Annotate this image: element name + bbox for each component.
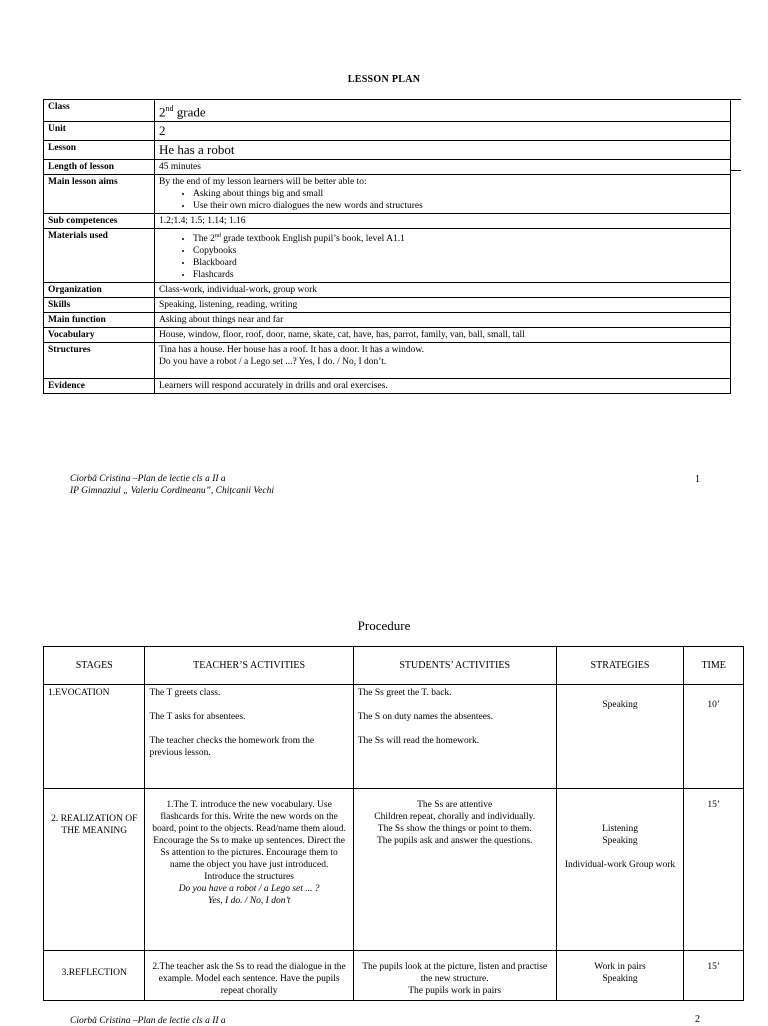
stage-cell: 1.EVOCATION: [44, 685, 145, 789]
label-organization: Organization: [44, 283, 155, 298]
strategies-cell: [556, 951, 684, 1001]
row-subcompetences: [44, 214, 731, 229]
row-skills: [44, 298, 731, 313]
time-text: 10’: [707, 700, 720, 710]
time-cell: [684, 951, 744, 1001]
value-vocabulary: House, window, floor, roof, door, name, skate, cat, have, has, parrot, family, van, ball, small, tall: [155, 328, 731, 343]
lesson-plan-title: LESSON PLAN: [347, 74, 421, 85]
row-function: [44, 313, 731, 328]
structures-line: Do you have a robot / a Lego set ...? Yes, I do. / No, I don’t.: [159, 357, 387, 368]
stage-text: 3.REFLECTION: [61, 968, 127, 978]
teacher-answer: Yes, I do. / No, I don’t: [207, 896, 291, 906]
row-materials: [44, 229, 731, 283]
materials-item: • Copybooks: [193, 245, 726, 257]
row-class: [44, 100, 731, 122]
students-line: The S on duty names the absentees.: [357, 712, 494, 722]
strategies-cell: [556, 789, 684, 951]
label-length: Length of lesson: [44, 160, 155, 175]
row-lesson: [44, 141, 731, 160]
students-line: The Ss greet the T. back.: [357, 688, 452, 698]
materials-item-sup: nd: [214, 233, 221, 240]
value-length: 45 minutes: [155, 160, 731, 175]
procedure-title: Procedure: [357, 618, 411, 633]
row-evidence: [44, 379, 731, 394]
value-materials: [155, 229, 731, 283]
strategy-text: Speaking: [602, 700, 638, 710]
teacher-cell: [145, 685, 353, 789]
students-text: The pupils look at the picture, listen and practise the new structure. The pupils work in pairs: [362, 962, 548, 996]
table-edge-line: [731, 170, 741, 171]
value-skills: Speaking, listening, reading, writing: [155, 298, 731, 313]
footer-school: IP Gimnaziul „ Valeriu Cordineanu”, Chițcanii Vechi: [70, 486, 274, 496]
teacher-line: The T asks for absentees.: [149, 712, 246, 722]
stage-cell: [44, 789, 145, 951]
value-aims: [155, 175, 731, 214]
procedure-row-reflection: [44, 951, 744, 1001]
header-stages: STAGES: [44, 647, 145, 685]
stage-cell: [44, 951, 145, 1001]
row-vocabulary: [44, 328, 731, 343]
label-class: Class: [44, 100, 155, 122]
class-number: 2: [159, 104, 166, 120]
value-lesson: He has a robot: [155, 141, 731, 160]
label-subcompetences: Sub competences: [44, 214, 155, 229]
time-cell: [684, 685, 744, 789]
strategy-text: Work in pairs: [594, 962, 646, 972]
teacher-cell: [145, 951, 353, 1001]
label-materials: Materials used: [44, 229, 155, 283]
teacher-structures: Introduce the structures: [204, 872, 294, 882]
strategy-text: Speaking: [602, 836, 638, 846]
value-evidence: Learners will respond accurately in drills and oral exercises.: [155, 379, 731, 394]
time-text: 15’: [707, 800, 720, 810]
structures-line: Tina has a house. Her house has a roof. It has a door. It has a window.: [159, 345, 424, 356]
students-cell: [353, 685, 556, 789]
row-unit: [44, 122, 731, 141]
row-aims: [44, 175, 731, 214]
page-number: 1: [695, 474, 700, 485]
value-organization: Class-work, individual-work, group work: [155, 283, 731, 298]
row-length: [44, 160, 731, 175]
label-unit: Unit: [44, 122, 155, 141]
teacher-line: The T greets class.: [149, 688, 221, 698]
value-function: Asking about things near and far: [155, 313, 731, 328]
label-skills: Skills: [44, 298, 155, 313]
aims-intro: By the end of my lesson learners will be better able to:: [159, 177, 367, 188]
label-structures: Structures: [44, 343, 155, 379]
label-aims: Main lesson aims: [44, 175, 155, 214]
label-evidence: Evidence: [44, 379, 155, 394]
materials-item: • Flashcards: [193, 269, 726, 281]
class-suffix: nd: [165, 104, 174, 113]
header-strategies: STRATEGIES: [556, 647, 684, 685]
procedure-header-row: [44, 647, 744, 685]
aims-item: • Use their own micro dialogues the new words and structures: [193, 200, 726, 212]
strategy-text: Individual-work Group work: [564, 860, 676, 870]
table-edge-line: [731, 99, 741, 100]
teacher-line: The teacher checks the homework from the previous lesson.: [149, 736, 315, 758]
teacher-text: 2.The teacher ask the Ss to read the dialogue in the example. Model each sentence. Have the pupils repeat chorally: [152, 962, 346, 996]
row-structures: [44, 343, 731, 379]
footer-author-page2: Ciorbă Cristina –Plan de lectie cls a II a: [70, 1016, 226, 1026]
time-text: 15’: [707, 962, 720, 972]
page-number-2: 2: [695, 1014, 700, 1025]
stage-text: 2. REALIZATION OF THE MEANING: [51, 814, 138, 836]
procedure-table: [43, 646, 744, 1001]
header-students: STUDENTS’ ACTIVITIES: [353, 647, 556, 685]
value-unit: 2: [155, 122, 731, 141]
students-cell: [353, 951, 556, 1001]
materials-item-text: The 2: [193, 234, 215, 245]
value-class: [155, 100, 731, 122]
footer-author: Ciorbă Cristina –Plan de lectie cls a II a: [70, 474, 226, 484]
value-subcompetences: 1.2;1.4; 1.5; 1.14; 1.16: [155, 214, 731, 229]
students-line: The Ss will read the homework.: [357, 736, 480, 746]
students-text: The Ss are attentive Children repeat, chorally and individually. The Ss show the things or point to them. The pupils ask and answer the questions.: [374, 800, 536, 846]
value-structures: [155, 343, 731, 379]
label-vocabulary: Vocabulary: [44, 328, 155, 343]
lesson-plan-table: [43, 99, 731, 394]
label-lesson: Lesson: [44, 141, 155, 160]
teacher-question: Do you have a robot / a Lego set ... ?: [178, 884, 320, 894]
teacher-cell: [145, 789, 353, 951]
label-function: Main function: [44, 313, 155, 328]
materials-item: • Blackboard: [193, 257, 726, 269]
materials-item: [193, 230, 726, 245]
aims-item: • Asking about things big and small: [193, 188, 726, 200]
students-cell: [353, 789, 556, 951]
materials-item-text: grade textbook English pupil’s book, level A1.1: [220, 234, 405, 245]
class-grade: grade: [173, 104, 206, 120]
strategy-text: Speaking: [602, 974, 638, 984]
teacher-text: 1.The T. introduce the new vocabulary. Use flashcards for this. Write the new words on the board, point to the objects. Read/name them aloud. Encourage the Ss to make up sentences. Direct the Ss attention to the pictures. Encourage them to name the object you have just introduced.: [152, 800, 346, 870]
header-teacher: TEACHER’S ACTIVITIES: [145, 647, 353, 685]
row-organization: [44, 283, 731, 298]
aims-list: [159, 188, 726, 212]
strategy-text: Listening: [602, 824, 638, 834]
time-cell: [684, 789, 744, 951]
procedure-row-evocation: [44, 685, 744, 789]
strategies-cell: [556, 685, 684, 789]
page-separator: [0, 520, 768, 580]
materials-list: [159, 230, 726, 281]
procedure-row-realization: [44, 789, 744, 951]
header-time: TIME: [684, 647, 744, 685]
